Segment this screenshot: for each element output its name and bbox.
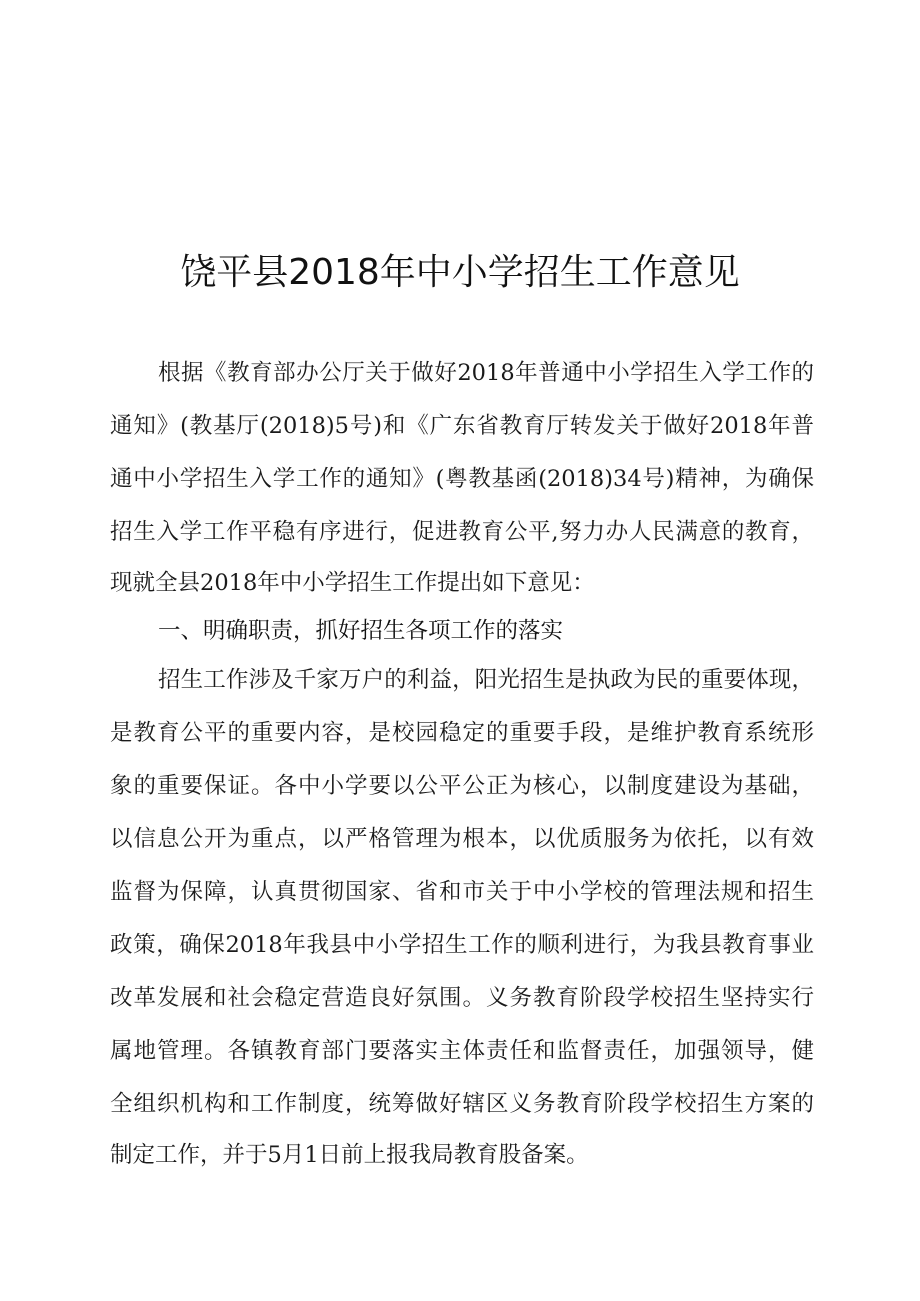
section-heading: 一、明确职责，抓好招生各项工作的落实 [158,618,564,644]
paragraph-line: 改革发展和社会稳定营造良好氛围。义务教育阶段学校招生坚持实行 [110,985,814,1011]
paragraph-line: 通中小学招生入学工作的通知》(粤教基函(2018)34号)精神，为确保 [110,466,814,492]
paragraph-line: 政策，确保2018年我县中小学招生工作的顺利进行，为我县教育事业 [110,932,814,958]
paragraph-line: 招生入学工作平稳有序进行，促进教育公平,努力办人民满意的教育， [110,519,814,545]
paragraph-line: 制定工作，并于5月1日前上报我局教育股备案。 [110,1142,589,1168]
document-title: 饶平县2018年中小学招生工作意见 [180,252,740,293]
paragraph-line: 现就全县2018年中小学招生工作提出如下意见： [110,570,595,596]
paragraph-line: 根据《教育部办公厅关于做好2018年普通中小学招生入学工作的 [158,360,814,386]
paragraph-line: 通知》(教基厅(2018)5号)和《广东省教育厅转发关于做好2018年普 [110,413,814,439]
paragraph-line: 属地管理。各镇教育部门要落实主体责任和监督责任，加强领导，健 [110,1038,814,1064]
paragraph-line: 以信息公开为重点，以严格管理为根本，以优质服务为依托，以有效 [110,826,814,852]
paragraph-line: 是教育公平的重要内容，是校园稳定的重要手段，是维护教育系统形 [110,720,814,746]
paragraph-line: 全组织机构和工作制度，统筹做好辖区义务教育阶段学校招生方案的 [110,1091,814,1117]
paragraph-line: 监督为保障，认真贯彻国家、省和市关于中小学校的管理法规和招生 [110,879,814,905]
paragraph-line: 招生工作涉及千家万户的利益，阳光招生是执政为民的重要体现， [158,667,814,693]
paragraph-line: 象的重要保证。各中小学要以公平公正为核心，以制度建设为基础， [110,773,814,799]
